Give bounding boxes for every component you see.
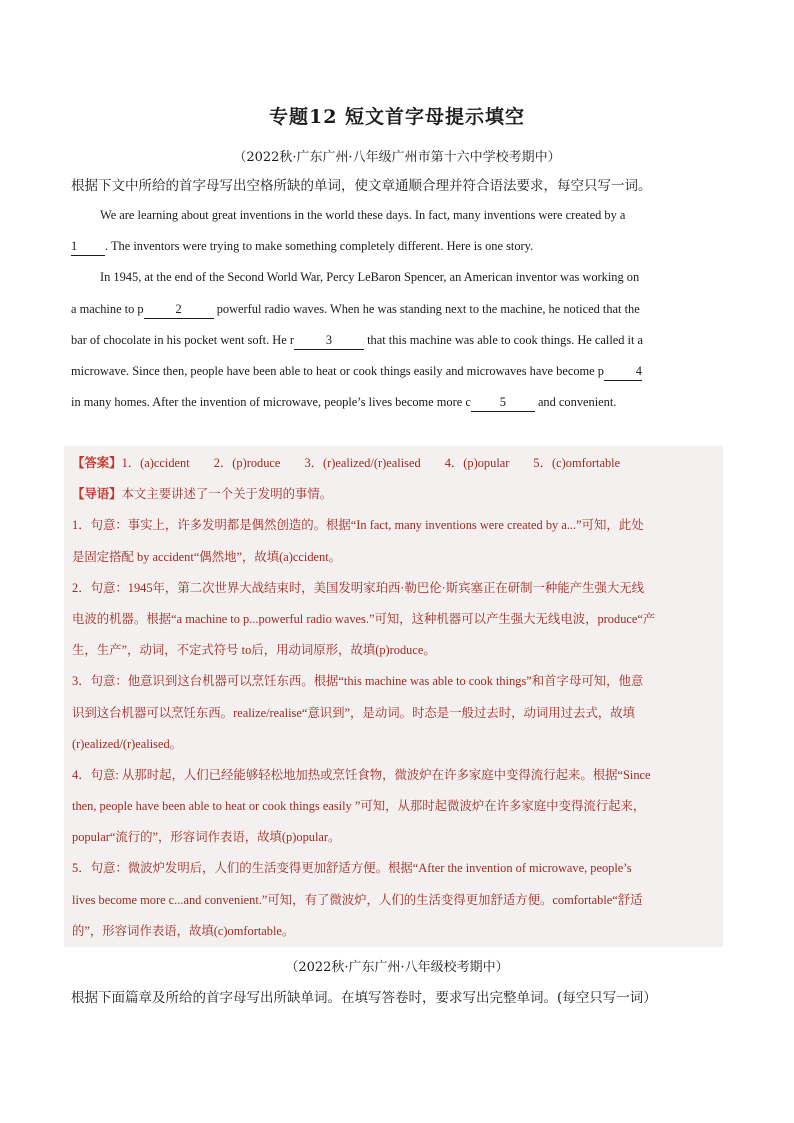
source-note-1: （2022秋·广东广州·八年级广州市第十六中学校考期中）	[233, 150, 561, 165]
passage-text: bar of chocolate in his pocket went soft. He r	[71, 332, 294, 347]
explanation-line: 4．句意: 从那时起，人们已经能够轻松地加热或烹饪食物，微波炉在许多家庭中变得流行起来。根据“Since	[72, 767, 651, 782]
guide-row	[72, 479, 722, 510]
explanation-line: lives become more c...and convenient.”可知，有了微波炉，人们的生活变得更加舒适方便。comfortable“舒适	[72, 892, 643, 907]
answer-section	[72, 448, 722, 947]
passage-text: microwave. Since then, people have been able to heat or cook things easily and microwaves have become p	[71, 364, 604, 379]
instruction-2: 根据下面篇章及所给的首字母写出所缺单词。在填写答卷时，要求写出完整单词。(每空只写一词）	[71, 990, 657, 1006]
blank-1: 1	[71, 237, 105, 256]
explanation-line: (r)ealized/(r)ealised。	[72, 736, 183, 751]
blank-2: 2	[144, 300, 214, 319]
explanation-line: popular“流行的”，形容词作表语，故填(p)opular。	[72, 830, 341, 845]
blank-4: 4	[604, 362, 642, 381]
answer-item: 4．(p)opular	[444, 456, 510, 470]
explanation-line: 1．句意：事实上，许多发明都是偶然创造的。根据“In fact, many inventions were created by a...”可知，此处	[72, 518, 644, 533]
explanation-line: 的”，形容词作表语，故填(c)omfortable。	[72, 923, 295, 938]
passage-text: in many homes. After the invention of microwave, people’s lives become more c	[71, 395, 471, 410]
explanation-line: 识到这台机器可以烹饪东西。realize/realise“意识到”，是动词。时态是一般过去时，动词用过去式，故填	[72, 705, 636, 720]
passage-text: a machine to p	[71, 301, 144, 316]
explanation-line: 3．句意：他意识到这台机器可以烹饪东西。根据“this machine was able to cook things”和首字母可知，他意	[72, 674, 644, 689]
passage-paragraph-1	[71, 200, 723, 262]
source-note-2: （2022秋·广东广州·八年级校考期中）	[285, 960, 509, 975]
passage-text: and convenient.	[537, 395, 617, 410]
answer-tag: 【答案】	[72, 456, 122, 470]
blank-3: 3	[294, 331, 364, 350]
answer-item: 1．(a)ccident	[121, 456, 190, 470]
passage-text: . The inventors were trying to make something completely different. Here is one story.	[105, 239, 534, 254]
guide-text: 本文主要讲述了一个关于发明的事情。	[121, 487, 333, 502]
answer-row	[72, 448, 722, 479]
passage-text: We are learning about great inventions in the world these days. In fact, many inventions were created by a	[100, 208, 626, 222]
explanation-line: 电波的机器。根据“a machine to p...powerful radio waves.”可知，这种机器可以产生强大无线电波，produce“产	[72, 611, 656, 626]
passage-text: that this machine was able to cook things. He called it a	[367, 332, 644, 347]
explanation-line: 生，生产”，动词，不定式符号 to后，用动词原形，故填(p)roduce。	[72, 643, 436, 658]
passage	[71, 200, 723, 418]
answer-item: 3．(r)ealized/(r)ealised	[304, 456, 421, 470]
explanation-line: 是固定搭配 by accident“偶然地”，故填(a)ccident。	[72, 549, 342, 564]
explanation-line: 5．句意：微波炉发明后，人们的生活变得更加舒适方便。根据“After the invention of microwave, people’s	[72, 861, 632, 876]
passage-text: powerful radio waves. When he was standing next to the machine, he noticed that the	[216, 301, 640, 316]
answer-item: 5．(c)omfortable	[533, 456, 621, 470]
page-title: 专题12 短文首字母提示填空	[268, 106, 526, 128]
blank-5: 5	[471, 393, 535, 412]
explanation-line: 2．句意：1945年，第二次世界大战结束时，美国发明家珀西·勒巴伦·斯宾塞正在研制一种能产生强大无线	[72, 580, 645, 595]
passage-paragraph-2	[71, 262, 723, 418]
answer-item: 2．(p)roduce	[213, 456, 281, 470]
explanation-line: then, people have been able to heat or cook things easily ”可知，从那时起微波炉在许多家庭中变得流行起来，	[72, 799, 646, 814]
passage-text: In 1945, at the end of the Second World War, Percy LeBaron Spencer, an American inventor was working on	[100, 270, 640, 285]
guide-tag: 【导语】	[72, 487, 122, 502]
instruction-1: 根据下文中所给的首字母写出空格所缺的单词，使文章通顺合理并符合语法要求，每空只写一词。	[71, 178, 652, 194]
